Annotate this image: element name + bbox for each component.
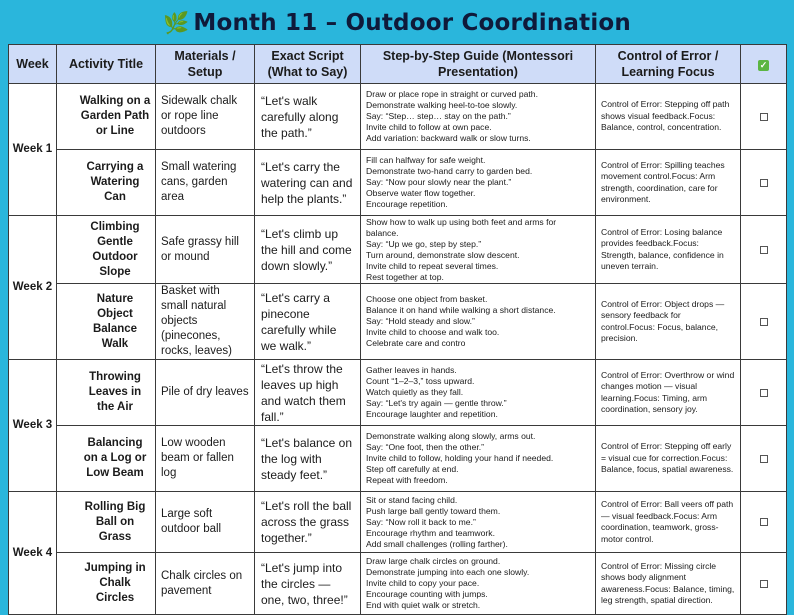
materials-cell: Sidewalk chalk or rope line outdoors (156, 84, 255, 150)
materials-cell: Chalk circles on pavement (156, 553, 255, 615)
steps-cell (361, 284, 596, 360)
week-label: Week 1 (9, 84, 57, 216)
completion-checkbox[interactable] (760, 179, 768, 187)
step-line: End with quiet walk or stretch. (366, 600, 481, 610)
step-line: Gather leaves in hands. (366, 365, 457, 375)
step-line: Say: “Up we go, step by step.” (366, 238, 482, 249)
focus-cell: Control of Error: Losing balance provides feedback.Focus: Strength, balance, confidence in uneven terrain. (596, 216, 741, 284)
step-line: Say: “Let's try again — gentle throw.” (366, 398, 507, 408)
focus-cell: Control of Error: Stepping off early = visual cue for correction.Focus: Balance, focus, spatial awareness. (596, 426, 741, 492)
step-line: Say: “Now roll it back to me.” (366, 516, 476, 527)
checkbox-cell (741, 426, 787, 492)
activity-title: Carrying a Watering Can (57, 150, 156, 216)
table-row (9, 553, 787, 615)
table-row (9, 150, 787, 216)
step-line: Choose one object from basket. (366, 294, 488, 304)
activity-title: Climbing Gentle Outdoor Slope (57, 216, 156, 284)
header-week: Week (9, 45, 57, 84)
focus-cell: Control of Error: Object drops — sensory feedback for control.Focus: Focus, balance, precision. (596, 284, 741, 360)
completion-checkbox[interactable] (760, 518, 768, 526)
script-cell: “Let's roll the ball across the grass together.” (255, 492, 361, 553)
step-line: Demonstrate jumping into each one slowly. (366, 567, 530, 577)
completion-checkbox[interactable] (760, 455, 768, 463)
focus-cell: Control of Error: Ball veers off path — visual feedback.Focus: Arm coordination, teamwork, gross-motor control. (596, 492, 741, 553)
checkbox-cell (741, 492, 787, 553)
table-row (9, 426, 787, 492)
step-line: Observe water flow together. (366, 188, 476, 198)
activity-title: Nature Object Balance Walk (57, 284, 156, 360)
script-cell: “Let's balance on the log with steady feet.” (255, 426, 361, 492)
completion-checkbox[interactable] (760, 246, 768, 254)
step-line: Show how to walk up using both feet and arms for balance. (366, 216, 557, 238)
step-line: Draw or place rope in straight or curved path. (366, 89, 538, 99)
checkbox-cell (741, 360, 787, 426)
step-line: Demonstrate walking heel-to-toe slowly. (366, 100, 518, 110)
checkbox-cell (741, 84, 787, 150)
step-line: Turn around, demonstrate slow descent. (366, 249, 520, 260)
activity-title: Jumping in Chalk Circles (57, 553, 156, 615)
activity-title: Walking on a Garden Path or Line (57, 84, 156, 150)
table-row (9, 284, 787, 360)
week-label: Week 2 (9, 216, 57, 360)
table-row (9, 84, 787, 150)
header-check (741, 45, 787, 84)
checkbox-cell (741, 553, 787, 615)
materials-cell: Small watering cans, garden area (156, 150, 255, 216)
header-steps: Step-by-Step Guide (Montessori Presentation) (361, 45, 596, 84)
step-line: Add small challenges (rolling farther). (366, 538, 508, 549)
step-line: Invite child to follow at own pace. (366, 122, 492, 132)
step-line: Count “1–2–3,” toss upward. (366, 376, 475, 386)
header-focus: Control of Error / Learning Focus (596, 45, 741, 84)
materials-cell: Low wooden beam or fallen log (156, 426, 255, 492)
steps-cell (361, 553, 596, 615)
step-line: Invite child to repeat several times. (366, 260, 499, 271)
step-line: Say: “One foot, then the other.” (366, 442, 484, 452)
header-materials: Materials / Setup (156, 45, 255, 84)
header-activity: Activity Title (57, 45, 156, 84)
step-line: Watch quietly as they fall. (366, 387, 464, 397)
leaf-icon: 🌿 (163, 11, 190, 35)
activity-title: Throwing Leaves in the Air (57, 360, 156, 426)
script-cell: “Let's walk carefully along the path.” (255, 84, 361, 150)
checkbox-cell (741, 216, 787, 284)
steps-cell (361, 360, 596, 426)
step-line: Balance it on hand while walking a short distance. (366, 305, 556, 315)
table-row (9, 492, 787, 553)
steps-cell (361, 150, 596, 216)
step-line: Say: “Step… step… stay on the path.” (366, 111, 511, 121)
step-line: Step off carefully at end. (366, 464, 459, 474)
focus-cell: Control of Error: Missing circle shows body alignment awareness.Focus: Balance, timing, leg strength, spatial direction. (596, 553, 741, 615)
steps-cell (361, 492, 596, 553)
steps-cell (361, 426, 596, 492)
materials-cell: Large soft outdoor ball (156, 492, 255, 553)
script-cell: “Let's climb up the hill and come down slowly.” (255, 216, 361, 284)
table-row (9, 360, 787, 426)
step-line: Demonstrate two-hand carry to garden bed. (366, 166, 533, 176)
table-row (9, 216, 787, 284)
checkbox-cell (741, 284, 787, 360)
page-title (0, 10, 794, 44)
week-label: Week 4 (9, 492, 57, 615)
focus-cell: Control of Error: Spilling teaches movement control.Focus: Arm strength, coordination, care for environment. (596, 150, 741, 216)
completion-checkbox[interactable] (760, 318, 768, 326)
step-line: Encourage laughter and repetition. (366, 409, 498, 419)
materials-cell: Pile of dry leaves (156, 360, 255, 426)
step-line: Demonstrate walking along slowly, arms out. (366, 431, 536, 441)
focus-cell: Control of Error: Overthrow or wind changes motion — visual learning.Focus: Timing, arm coordination, sensory joy. (596, 360, 741, 426)
completion-checkbox[interactable] (760, 389, 768, 397)
script-cell: “Let's carry the watering can and help the plants.” (255, 150, 361, 216)
materials-cell: Basket with small natural objects (pinecones, rocks, leaves) (156, 284, 255, 360)
step-line: Invite child to follow, holding your hand if needed. (366, 453, 554, 463)
header-row (9, 45, 787, 84)
step-line: Encourage repetition. (366, 199, 448, 209)
activity-title: Balancing on a Log or Low Beam (57, 426, 156, 492)
step-line: Fill can halfway for safe weight. (366, 155, 486, 165)
step-line: Repeat with freedom. (366, 475, 448, 485)
check-mark-icon: ✓ (759, 60, 768, 70)
step-line: Encourage counting with jumps. (366, 589, 488, 599)
week-label: Week 3 (9, 360, 57, 492)
step-line: Draw large chalk circles on ground. (366, 556, 501, 566)
page-title-text: Month 11 – Outdoor Coordination (193, 10, 631, 36)
step-line: Say: “Now pour slowly near the plant.” (366, 177, 512, 187)
activity-title: Rolling Big Ball on Grass (57, 492, 156, 553)
script-cell: “Let's jump into the circles — one, two, three!” (255, 553, 361, 615)
completion-checkbox[interactable] (760, 580, 768, 588)
steps-cell (361, 84, 596, 150)
completion-checkbox[interactable] (760, 113, 768, 121)
step-line: Add variation: backward walk or slow turns. (366, 133, 531, 143)
step-line: Invite child to choose and walk too. (366, 327, 500, 337)
step-line: Say: “Hold steady and slow.” (366, 316, 475, 326)
step-line: Celebrate care and contro (366, 338, 466, 348)
step-line: Invite child to copy your pace. (366, 578, 480, 588)
script-cell: “Let's carry a pinecone carefully while we walk.” (255, 284, 361, 360)
header-script: Exact Script (What to Say) (255, 45, 361, 84)
steps-cell (361, 216, 596, 284)
step-line: Encourage rhythm and teamwork. (366, 527, 495, 538)
step-line: Rest together at top. (366, 271, 444, 282)
script-cell: “Let's throw the leaves up high and watch them fall.” (255, 360, 361, 426)
focus-cell: Control of Error: Stepping off path shows visual feedback.Focus: Balance, control, concentration. (596, 84, 741, 150)
step-line: Push large ball gently toward them. (366, 505, 501, 516)
step-line: Sit or stand facing child. (366, 494, 458, 505)
activity-table (8, 44, 787, 615)
checkbox-cell (741, 150, 787, 216)
materials-cell: Safe grassy hill or mound (156, 216, 255, 284)
